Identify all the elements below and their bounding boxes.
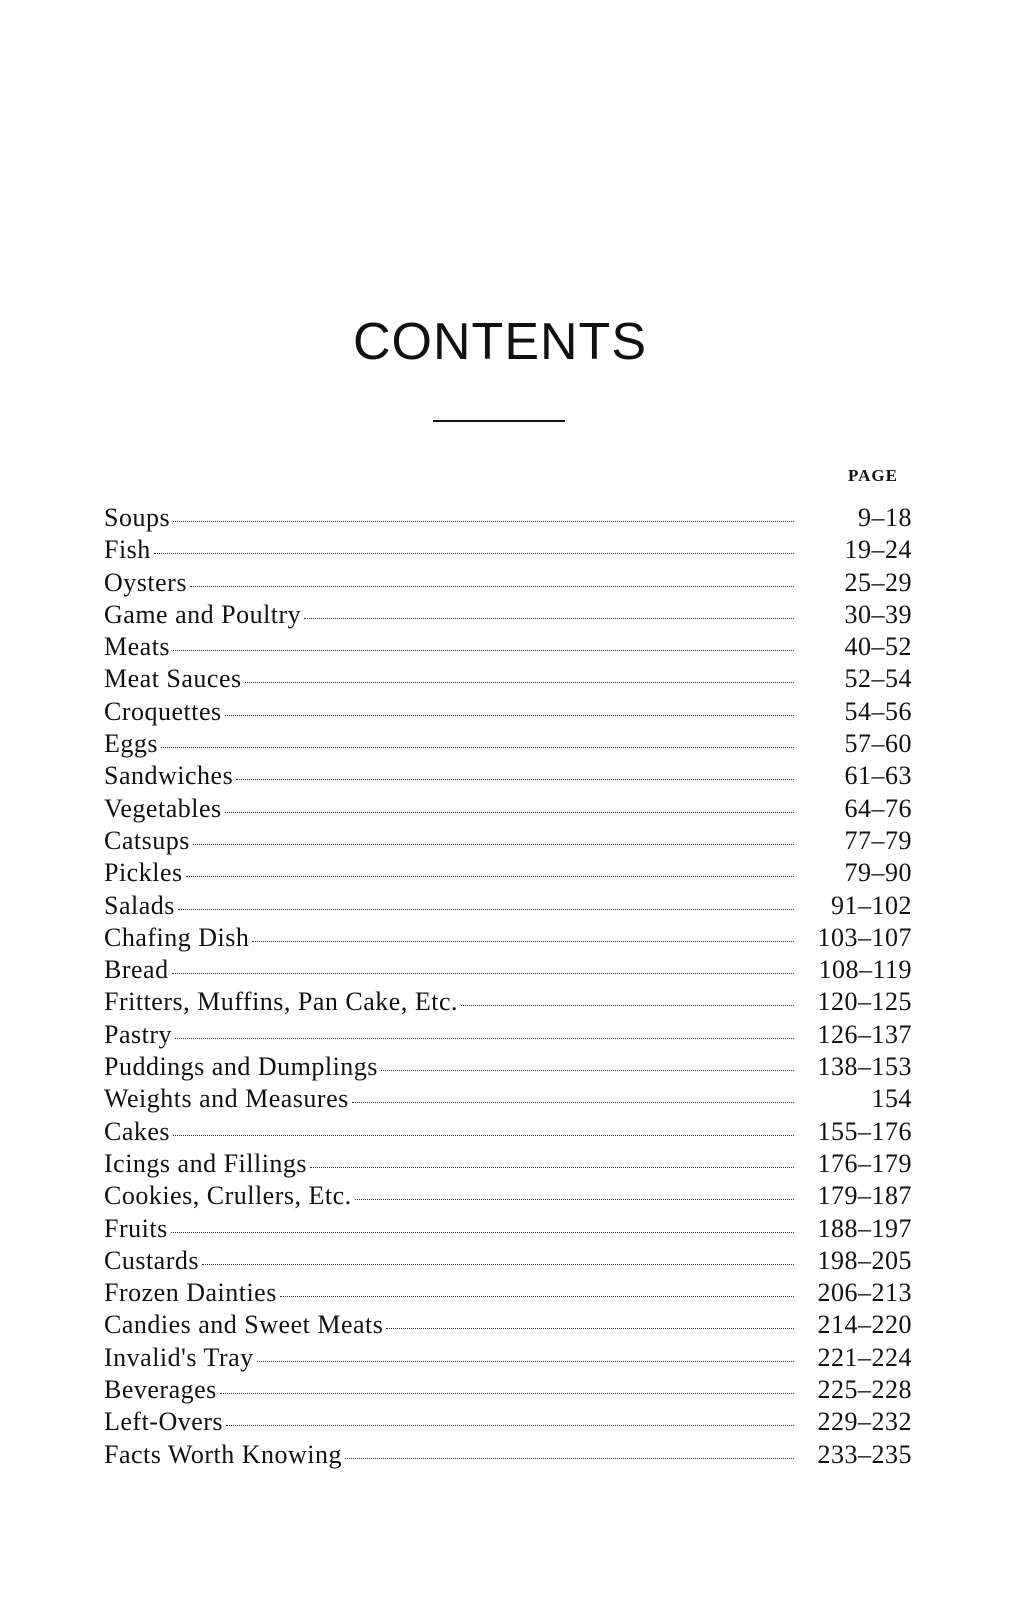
dot-leader xyxy=(225,715,794,716)
dot-leader xyxy=(236,779,794,780)
toc-entry[interactable] xyxy=(104,1277,912,1309)
toc-entry-pages: 198–205 xyxy=(817,1245,912,1275)
toc-entry-title: Candies and Sweet Meats xyxy=(104,1310,384,1340)
dot-leader xyxy=(381,1070,794,1071)
toc-entry-pages: 214–220 xyxy=(817,1310,912,1340)
toc-entry-pages: 154 xyxy=(871,1084,912,1114)
toc-entry-title: Salads xyxy=(104,890,175,920)
toc-entry-pages: 126–137 xyxy=(817,1019,912,1049)
toc-entry[interactable] xyxy=(104,696,912,728)
page-column-label: PAGE xyxy=(848,466,898,485)
dot-leader xyxy=(172,973,794,974)
toc-entry[interactable] xyxy=(104,1406,912,1438)
toc-entry[interactable] xyxy=(104,760,912,792)
toc-entry-title: Fish xyxy=(104,535,151,565)
toc-entry-pages: 229–232 xyxy=(817,1407,912,1437)
toc-entry[interactable] xyxy=(104,1342,912,1374)
dot-leader xyxy=(193,844,794,845)
toc-entry-pages: 138–153 xyxy=(817,1052,912,1082)
page-title: CONTENTS xyxy=(353,313,647,371)
toc-entry-title: Soups xyxy=(104,503,171,532)
toc-entry-pages: 54–56 xyxy=(844,696,912,726)
dot-leader xyxy=(386,1328,794,1329)
toc-entry-title: Eggs xyxy=(104,729,158,759)
toc-entry[interactable] xyxy=(104,1148,912,1180)
toc-entry-title: Meats xyxy=(104,632,171,662)
toc-entry-pages: 61–63 xyxy=(844,761,912,791)
toc-entry[interactable] xyxy=(104,825,912,857)
toc-entry[interactable] xyxy=(104,1180,912,1212)
dot-leader xyxy=(345,1458,794,1459)
table-of-contents xyxy=(104,502,912,1471)
toc-entry-pages: 221–224 xyxy=(817,1342,912,1372)
dot-leader xyxy=(173,521,794,522)
dot-leader xyxy=(304,618,794,619)
toc-entry[interactable] xyxy=(104,890,912,922)
toc-entry[interactable] xyxy=(104,986,912,1018)
toc-entry-pages: 57–60 xyxy=(844,729,912,759)
toc-entry-pages: 155–176 xyxy=(817,1116,912,1146)
toc-entry-title: Vegetables xyxy=(104,793,222,823)
toc-entry-pages: 79–90 xyxy=(844,858,912,888)
dot-leader xyxy=(186,876,794,877)
toc-entry-title: Custards xyxy=(104,1245,199,1275)
toc-entry-title: Fruits xyxy=(104,1213,168,1243)
toc-entry[interactable] xyxy=(104,1213,912,1245)
toc-entry[interactable] xyxy=(104,954,912,986)
toc-entry-title: Icings and Fillings xyxy=(104,1148,308,1178)
toc-entry-title: Bread xyxy=(104,955,169,985)
dot-leader xyxy=(171,1232,794,1233)
toc-entry-title: Croquettes xyxy=(104,696,222,726)
toc-entry-title: Pastry xyxy=(104,1019,172,1049)
toc-entry-pages: 103–107 xyxy=(817,922,912,952)
toc-entry-title: Facts Worth Knowing xyxy=(104,1439,343,1469)
dot-leader xyxy=(220,1393,794,1394)
toc-entry-pages: 225–228 xyxy=(817,1375,912,1405)
toc-entry-pages: 77–79 xyxy=(844,825,912,855)
dot-leader xyxy=(352,1102,794,1103)
toc-entry[interactable] xyxy=(104,534,912,566)
toc-entry-title: Pickles xyxy=(104,858,183,888)
toc-entry-pages: 30–39 xyxy=(844,599,912,629)
dot-leader xyxy=(461,1005,794,1006)
dot-leader xyxy=(257,1361,794,1362)
toc-entry-pages: 108–119 xyxy=(818,955,912,985)
toc-entry[interactable] xyxy=(104,857,912,889)
toc-entry-pages: 188–197 xyxy=(817,1213,912,1243)
dot-leader xyxy=(190,586,794,587)
toc-entry-pages: 206–213 xyxy=(817,1278,912,1308)
toc-entry[interactable] xyxy=(104,1245,912,1277)
dot-leader xyxy=(178,909,794,910)
toc-entry[interactable] xyxy=(104,1019,912,1051)
toc-entry-pages: 19–24 xyxy=(844,535,912,565)
dot-leader xyxy=(173,650,794,651)
dot-leader xyxy=(161,747,794,748)
toc-entry-title: Frozen Dainties xyxy=(104,1278,277,1308)
dot-leader xyxy=(175,1038,794,1039)
toc-entry-pages: 233–235 xyxy=(817,1439,912,1469)
toc-entry-title: Cakes xyxy=(104,1116,171,1146)
toc-entry-title: Sandwiches xyxy=(104,761,234,791)
toc-entry-pages: 40–52 xyxy=(844,632,912,662)
toc-entry-title: Cookies, Crullers, Etc. xyxy=(104,1181,352,1211)
toc-entry-pages: 120–125 xyxy=(817,987,912,1017)
toc-entry-title: Weights and Measures xyxy=(104,1084,349,1114)
toc-entry[interactable] xyxy=(104,1309,912,1341)
toc-entry[interactable] xyxy=(104,502,912,534)
toc-entry[interactable] xyxy=(104,663,912,695)
toc-entry-pages: 64–76 xyxy=(844,793,912,823)
dot-leader xyxy=(202,1264,794,1265)
dot-leader xyxy=(226,1425,794,1426)
toc-entry-pages: 176–179 xyxy=(817,1148,912,1178)
toc-entry[interactable] xyxy=(104,1116,912,1148)
dot-leader xyxy=(245,682,794,683)
toc-entry[interactable] xyxy=(104,793,912,825)
dot-leader xyxy=(310,1167,794,1168)
toc-entry-title: Beverages xyxy=(104,1375,217,1405)
toc-entry-title: Chafing Dish xyxy=(104,922,250,952)
toc-entry[interactable] xyxy=(104,1083,912,1115)
toc-entry[interactable] xyxy=(104,631,912,663)
toc-entry-title: Game and Poultry xyxy=(104,599,302,629)
toc-entry-title: Oysters xyxy=(104,567,187,597)
title-rule xyxy=(433,420,565,422)
dot-leader xyxy=(154,553,794,554)
toc-entry[interactable] xyxy=(104,599,912,631)
toc-entry[interactable] xyxy=(104,922,912,954)
toc-entry[interactable] xyxy=(104,1439,912,1471)
toc-entry-pages: 179–187 xyxy=(817,1181,912,1211)
dot-leader xyxy=(280,1296,794,1297)
toc-entry-title: Left-Overs xyxy=(104,1407,224,1437)
dot-leader xyxy=(173,1135,794,1136)
toc-entry-title: Invalid's Tray xyxy=(104,1342,254,1372)
toc-entry-pages: 52–54 xyxy=(844,664,912,694)
toc-entry[interactable] xyxy=(104,1051,912,1083)
dot-leader xyxy=(252,941,794,942)
toc-entry-title: Catsups xyxy=(104,825,190,855)
toc-entry-title: Meat Sauces xyxy=(104,664,242,694)
toc-entry-pages: 91–102 xyxy=(831,890,912,920)
toc-entry[interactable] xyxy=(104,567,912,599)
toc-entry-title: Puddings and Dumplings xyxy=(104,1052,378,1082)
toc-entry-pages: 25–29 xyxy=(844,567,912,597)
dot-leader xyxy=(355,1199,794,1200)
toc-entry[interactable] xyxy=(104,1374,912,1406)
toc-entry[interactable] xyxy=(104,728,912,760)
dot-leader xyxy=(225,812,794,813)
toc-entry-title: Fritters, Muffins, Pan Cake, Etc. xyxy=(104,987,458,1017)
toc-entry-pages: 9–18 xyxy=(858,503,912,532)
